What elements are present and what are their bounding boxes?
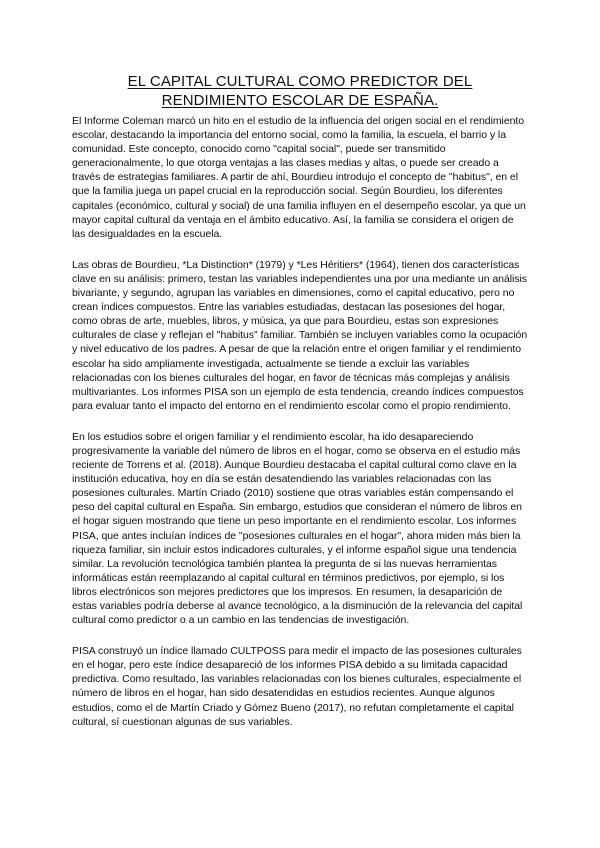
document-page bbox=[72, 72, 528, 746]
paragraph-2: Las obras de Bourdieu, *La Distinction* (1979) y *Les Héritiers* (1964), tienen dos características clave en su análisis: primero, testan las variables independientes una por una mediante un análisis bivariante, y segundo, agrupan las variables en dimensiones, como el capital educativo, pero no crean índices compuestos. Entre las variables estudiadas, destacan las posesiones del hogar, como obras de arte, muebles, libros, y música, ya que para Bourdieu, estas son expresiones culturales de clase y reflejan el "habitus" familiar. También se incluyen variables como la ocupación y nivel educativo de los padres. A pesar de que la relación entre el origen familiar y el rendimiento escolar ha sido ampliamente investigada, actualmente se tiende a excluir las variables relacionadas con los bienes culturales del hogar, en favor de técnicas más complejas y análisis multivariantes. Los informes PISA son un ejemplo de esta tendencia, creando índices compuestos para evaluar tanto el impacto del entorno en el rendimiento escolar como el propio rendimiento. bbox=[72, 258, 528, 412]
paragraph-4: PISA construyó un índice llamado CULTPOSS para medir el impacto de las posesiones culturales en el hogar, pero este índice desapareció de los informes PISA debido a su limitada capacidad predictiva. Como resultado, las variables relacionadas con los bienes culturales, especialmente el número de libros en el hogar, han sido desatendidas en estudios recientes. Aunque algunos estudios, como el de Martín Criado y Gómez Bueno (2017), no refutan completamente el capital cultural, sí cuestionan algunas de sus variables. bbox=[72, 645, 522, 728]
paragraph-1: El Informe Coleman marcó un hito en el estudio de la influencia del origen social en el rendimiento escolar, destacando la importancia del entorno social, como la familia, la escuela, el barrio y la comunidad. Este concepto, conocido como "capital social", puede ser transmitido generacionalmente, lo que otorga ventajas a las clases medias y altas, o puede ser creado a través de estrategias familiares. A partir de ahí, Bourdieu introdujo el concepto de "habitus", en el que la familia juega un papel crucial en la reproducción social. Según Bourdieu, los diferentes capitales (económico, cultural y social) de una familia influyen en el desempeño escolar, ya que un mayor capital cultural da ventaja en el ámbito educativo. Así, la familia se considera el origen de las desigualdades en la escuela. bbox=[72, 115, 526, 240]
title-line-2: RENDIMIENTO ESCOLAR DE ESPAÑA. bbox=[161, 92, 439, 109]
document-title bbox=[72, 72, 528, 110]
paragraph-3: En los estudios sobre el origen familiar y el rendimiento escolar, ha ido desapareciendo progresivamente la variable del número de libros en el hogar, como se observa en el estudio más reciente de Torrens et al. (2018). Aunque Bourdieu destacaba el capital cultural como clave en la institución educativa, hoy en día se están desatendiendo las variables relacionadas con las posesiones culturales. Martín Criado (2010) sostiene que otras variables están compensando el peso del capital cultural en España. Sin embargo, estudios que consideran el número de libros en el hogar siguen mostrando que tiene un peso importante en el rendimiento escolar. Los informes PISA, que antes incluían índices de "posesiones culturales en el hogar", ahora miden más bien la riqueza familiar, sin incluir estos indicadores culturales, y el informe español sigue una tendencia similar. La revolución tecnológica también plantea la pregunta de si las nuevas herramientas informáticas están reemplazando al capital cultural en términos predictivos, por ejemplo, si los libros electrónicos son mejores predictores que los impresos. En resumen, la desaparición de estas variables podría deberse al avance tecnológico, a la disminución de la relevancia del capital cultural como predictor o a un cambio en las tendencias de investigación. bbox=[72, 430, 523, 627]
title-line-1: EL CAPITAL CULTURAL COMO PREDICTOR DEL bbox=[127, 73, 473, 90]
